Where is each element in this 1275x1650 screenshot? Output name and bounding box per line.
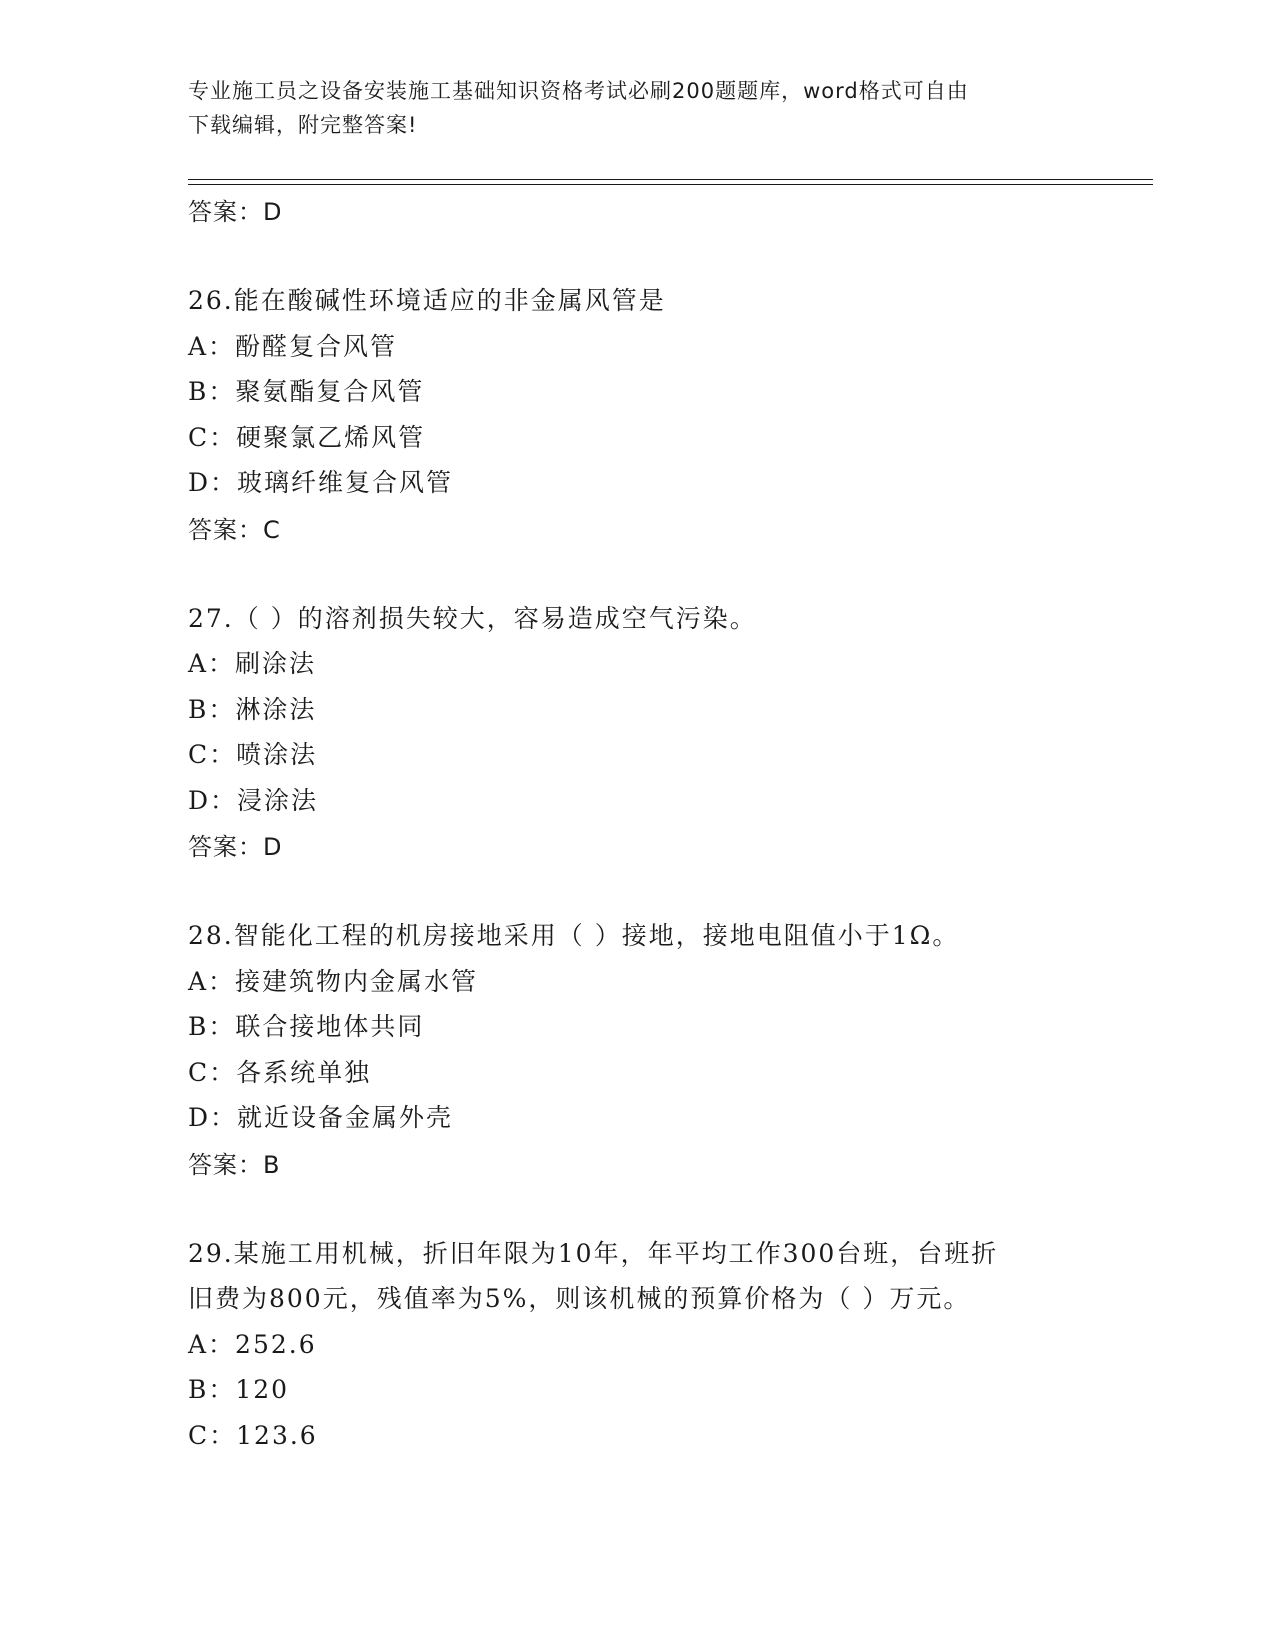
option-b: B：聚氨酯复合风管: [188, 377, 425, 406]
option-c: C：各系统单独: [188, 1057, 372, 1087]
option-d: D：就近设备金属外壳: [188, 1103, 454, 1132]
header-divider-top: [188, 179, 1153, 180]
answer-line: 答案：C: [188, 515, 281, 544]
option-b: B：淋涂法: [188, 694, 317, 724]
answer-line: 答案：D: [188, 198, 283, 226]
spacer: [188, 871, 1088, 913]
question-stem: 28.智能化工程的机房接地采用（ ）接地，接地电阻值小于1Ω。: [188, 921, 960, 950]
header-divider-bottom: [188, 184, 1153, 185]
question-stem: 27.（ ）的溶剂损失较大，容易造成空气污染。: [188, 603, 757, 633]
question-list: [188, 188, 1088, 1458]
option-b: B：联合接地体共同: [188, 1012, 425, 1041]
option-d: D：玻璃纤维复合风管: [188, 468, 454, 497]
document-header: [188, 74, 1088, 142]
answer-line: 答案：B: [188, 1150, 281, 1179]
header-title-line-1: 专业施工员之设备安装施工基础知识资格考试必刷200题题库，word格式可自由: [188, 79, 969, 103]
option-a: A：酚醛复合风管: [188, 331, 398, 361]
option-a: A：刷涂法: [188, 649, 317, 678]
option-b: B：120: [188, 1375, 290, 1404]
question-29: [188, 1231, 1088, 1459]
option-c: C：123.6: [188, 1420, 318, 1450]
option-a: A：252.6: [188, 1329, 317, 1359]
option-c: C：硬聚氯乙烯风管: [188, 422, 426, 452]
spacer: [188, 554, 1088, 596]
question-26: [188, 278, 1088, 554]
spacer: [188, 1189, 1088, 1231]
option-d: D：浸涂法: [188, 785, 319, 815]
spacer: [188, 236, 1088, 278]
option-a: A：接建筑物内金属水管: [188, 966, 479, 996]
question-stem-line-2: 旧费为800元，残值率为5%，则该机械的预算价格为（ ）万元。: [188, 1284, 971, 1313]
question-28: [188, 913, 1088, 1189]
header-title-line-2: 下载编辑，附完整答案!: [188, 113, 418, 137]
question-stem: 26.能在酸碱性环境适应的非金属风管是: [188, 286, 666, 315]
question-27: [188, 596, 1088, 872]
option-c: C：喷涂法: [188, 740, 318, 769]
answer-line: 答案：D: [188, 833, 283, 861]
question-stem-line-1: 29.某施工用机械，折旧年限为10年，年平均工作300台班，台班折: [188, 1238, 999, 1268]
